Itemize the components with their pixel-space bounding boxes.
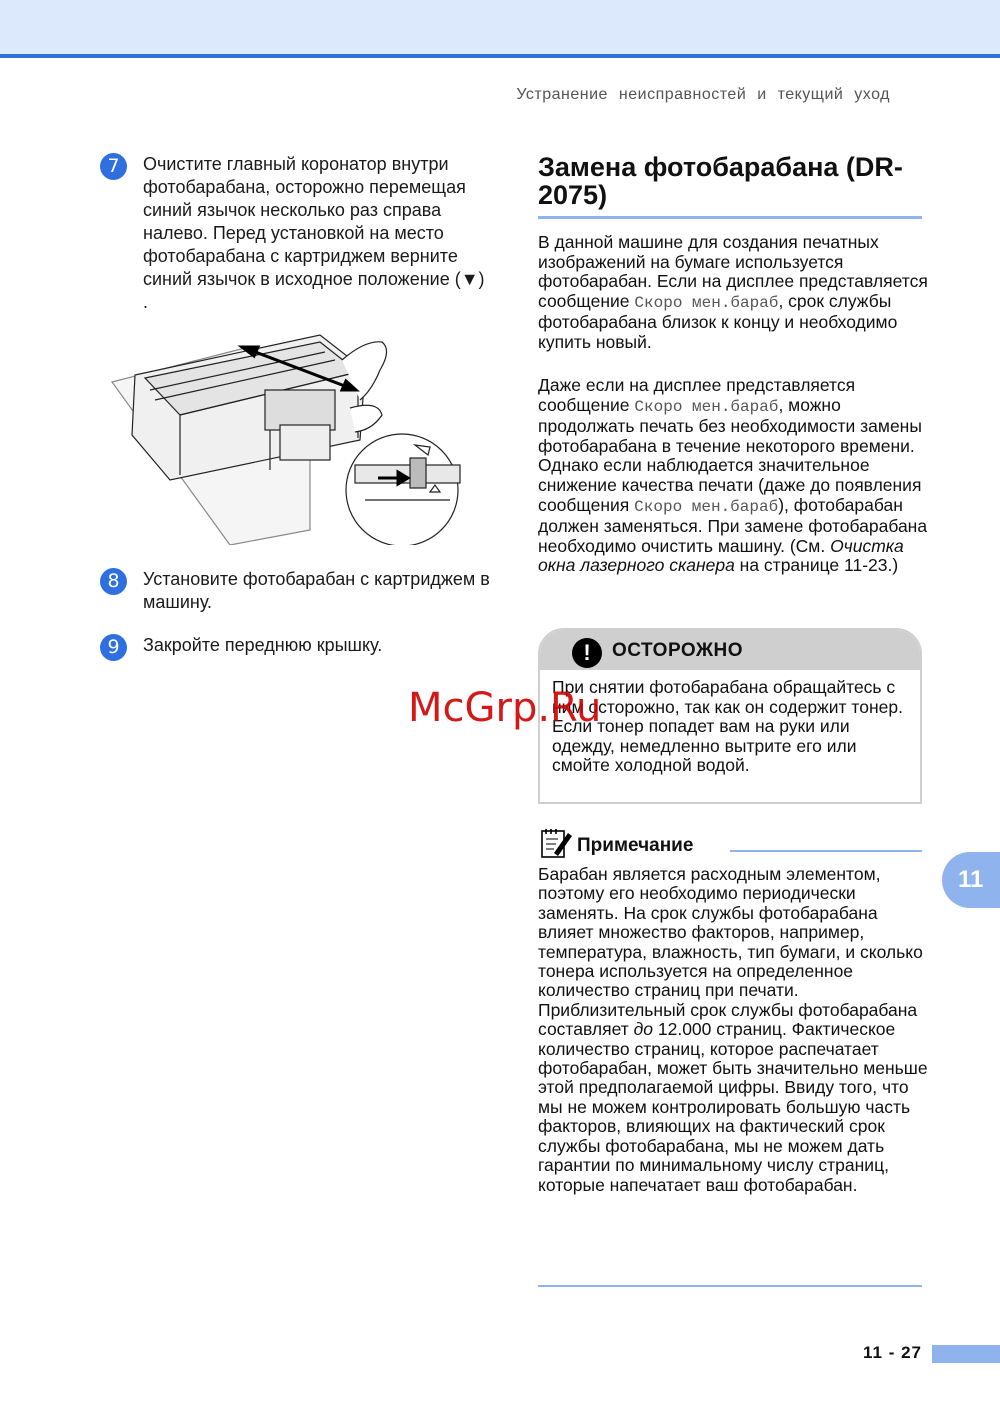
section-title: Замена фотобарабана (DR-2075) [538, 152, 903, 210]
intro-paragraph [538, 233, 928, 353]
detail-paragraph [538, 376, 928, 576]
section-title-rule [538, 216, 922, 219]
step-9 [100, 634, 490, 657]
watermark: McGrp.Ru [408, 685, 602, 731]
cross-reference-link[interactable]: Очистка окна лазерного сканера [538, 535, 904, 576]
lcd-message: Скоро мен.бараб [634, 497, 779, 516]
chapter-tab[interactable] [942, 852, 1000, 908]
step-text: Установите фотобарабан с картриджем в машину. [143, 569, 490, 612]
running-header: Устранение неисправностей и текущий уход [516, 86, 890, 103]
note-title: Примечание [577, 835, 694, 856]
step-text: Закройте переднюю крышку. [143, 635, 383, 655]
page-number-strip [932, 1345, 1000, 1363]
top-band [0, 0, 1000, 58]
note-header [538, 827, 928, 861]
emphasis: до [633, 1019, 653, 1040]
drum-cleaning-illustration [110, 330, 475, 545]
chapter-number: 11 [958, 866, 984, 893]
note-title-rule [730, 850, 922, 852]
top-band-line [0, 54, 1000, 56]
text-run: В данной машине для создания печатных изображений на бумаге используется фотобарабан. Если на дисплее представляется сообщение [538, 232, 928, 311]
step-number-badge: 8 [100, 568, 127, 595]
caution-text: При снятии фотобарабана обращайтесь с ним осторожно, так как он содержит тонер. Если тонер попадет вам на руки или одежду, немедленно вытрите его или смойте холодной водой. [552, 677, 903, 776]
exclamation-icon: ! [572, 638, 602, 668]
text-run: 12.000 страниц. Фактическое количество страниц, которое распечатает фотобарабан, может быть значительно меньше этой предполагаемой цифры. Ввиду того, что мы не можем контролировать большую часть факторов, влияющих на фактический срок службы фотобарабана, мы не можем дать гарантии по минимальному числу страниц, которые напечатает ваш фотобарабан. [538, 1019, 928, 1195]
caution-header [540, 630, 920, 670]
text-run: , срок службы фотобарабана близок к концу и необходимо купить новый. [538, 290, 898, 352]
step-number-badge: 7 [100, 153, 127, 180]
note-text [538, 865, 928, 1195]
lcd-message: Скоро мен.бараб [634, 397, 779, 416]
step-8 [100, 568, 490, 614]
text-run: Барабан является расходным элементом, поэтому его необходимо периодически заменять. На срок службы фотобарабана влияет множество факторов, например, температура, влажность, тип бумаги, и сколько тонера используется на определенное количество страниц при печати. Приблизительный срок службы фотобарабана составляет [538, 864, 923, 1040]
lcd-message: Скоро мен.бараб [634, 293, 779, 312]
text-run: Даже если на дисплее представляется сообщение [538, 375, 856, 415]
step-text: Очистите главный коронатор внутри фотобарабана, осторожно перемещая синий язычок несколько раз справа налево. Перед установкой на место фотобарабана с картриджем верните синий язычок в исходное положение (▼) . [143, 154, 485, 312]
note-bottom-rule [538, 1285, 922, 1287]
text-run: на странице 11-23.) [734, 555, 899, 576]
step-7 [100, 153, 490, 314]
step-number-badge: 9 [100, 634, 127, 661]
text-run: , можно продолжать печать без необходимости замены фотобарабана в течение некоторого времени. Однако если наблюдается значительное снижение качества печати (даже до появления сообщения [538, 394, 922, 515]
page-number: 11 - 27 [863, 1343, 922, 1362]
caution-title: ОСТОРОЖНО [612, 640, 744, 661]
text-run: ), фотобарабан должен заменяться. При замене фотобарабана необходимо очистить машину. (См. [538, 494, 928, 556]
notepad-icon [540, 827, 574, 859]
